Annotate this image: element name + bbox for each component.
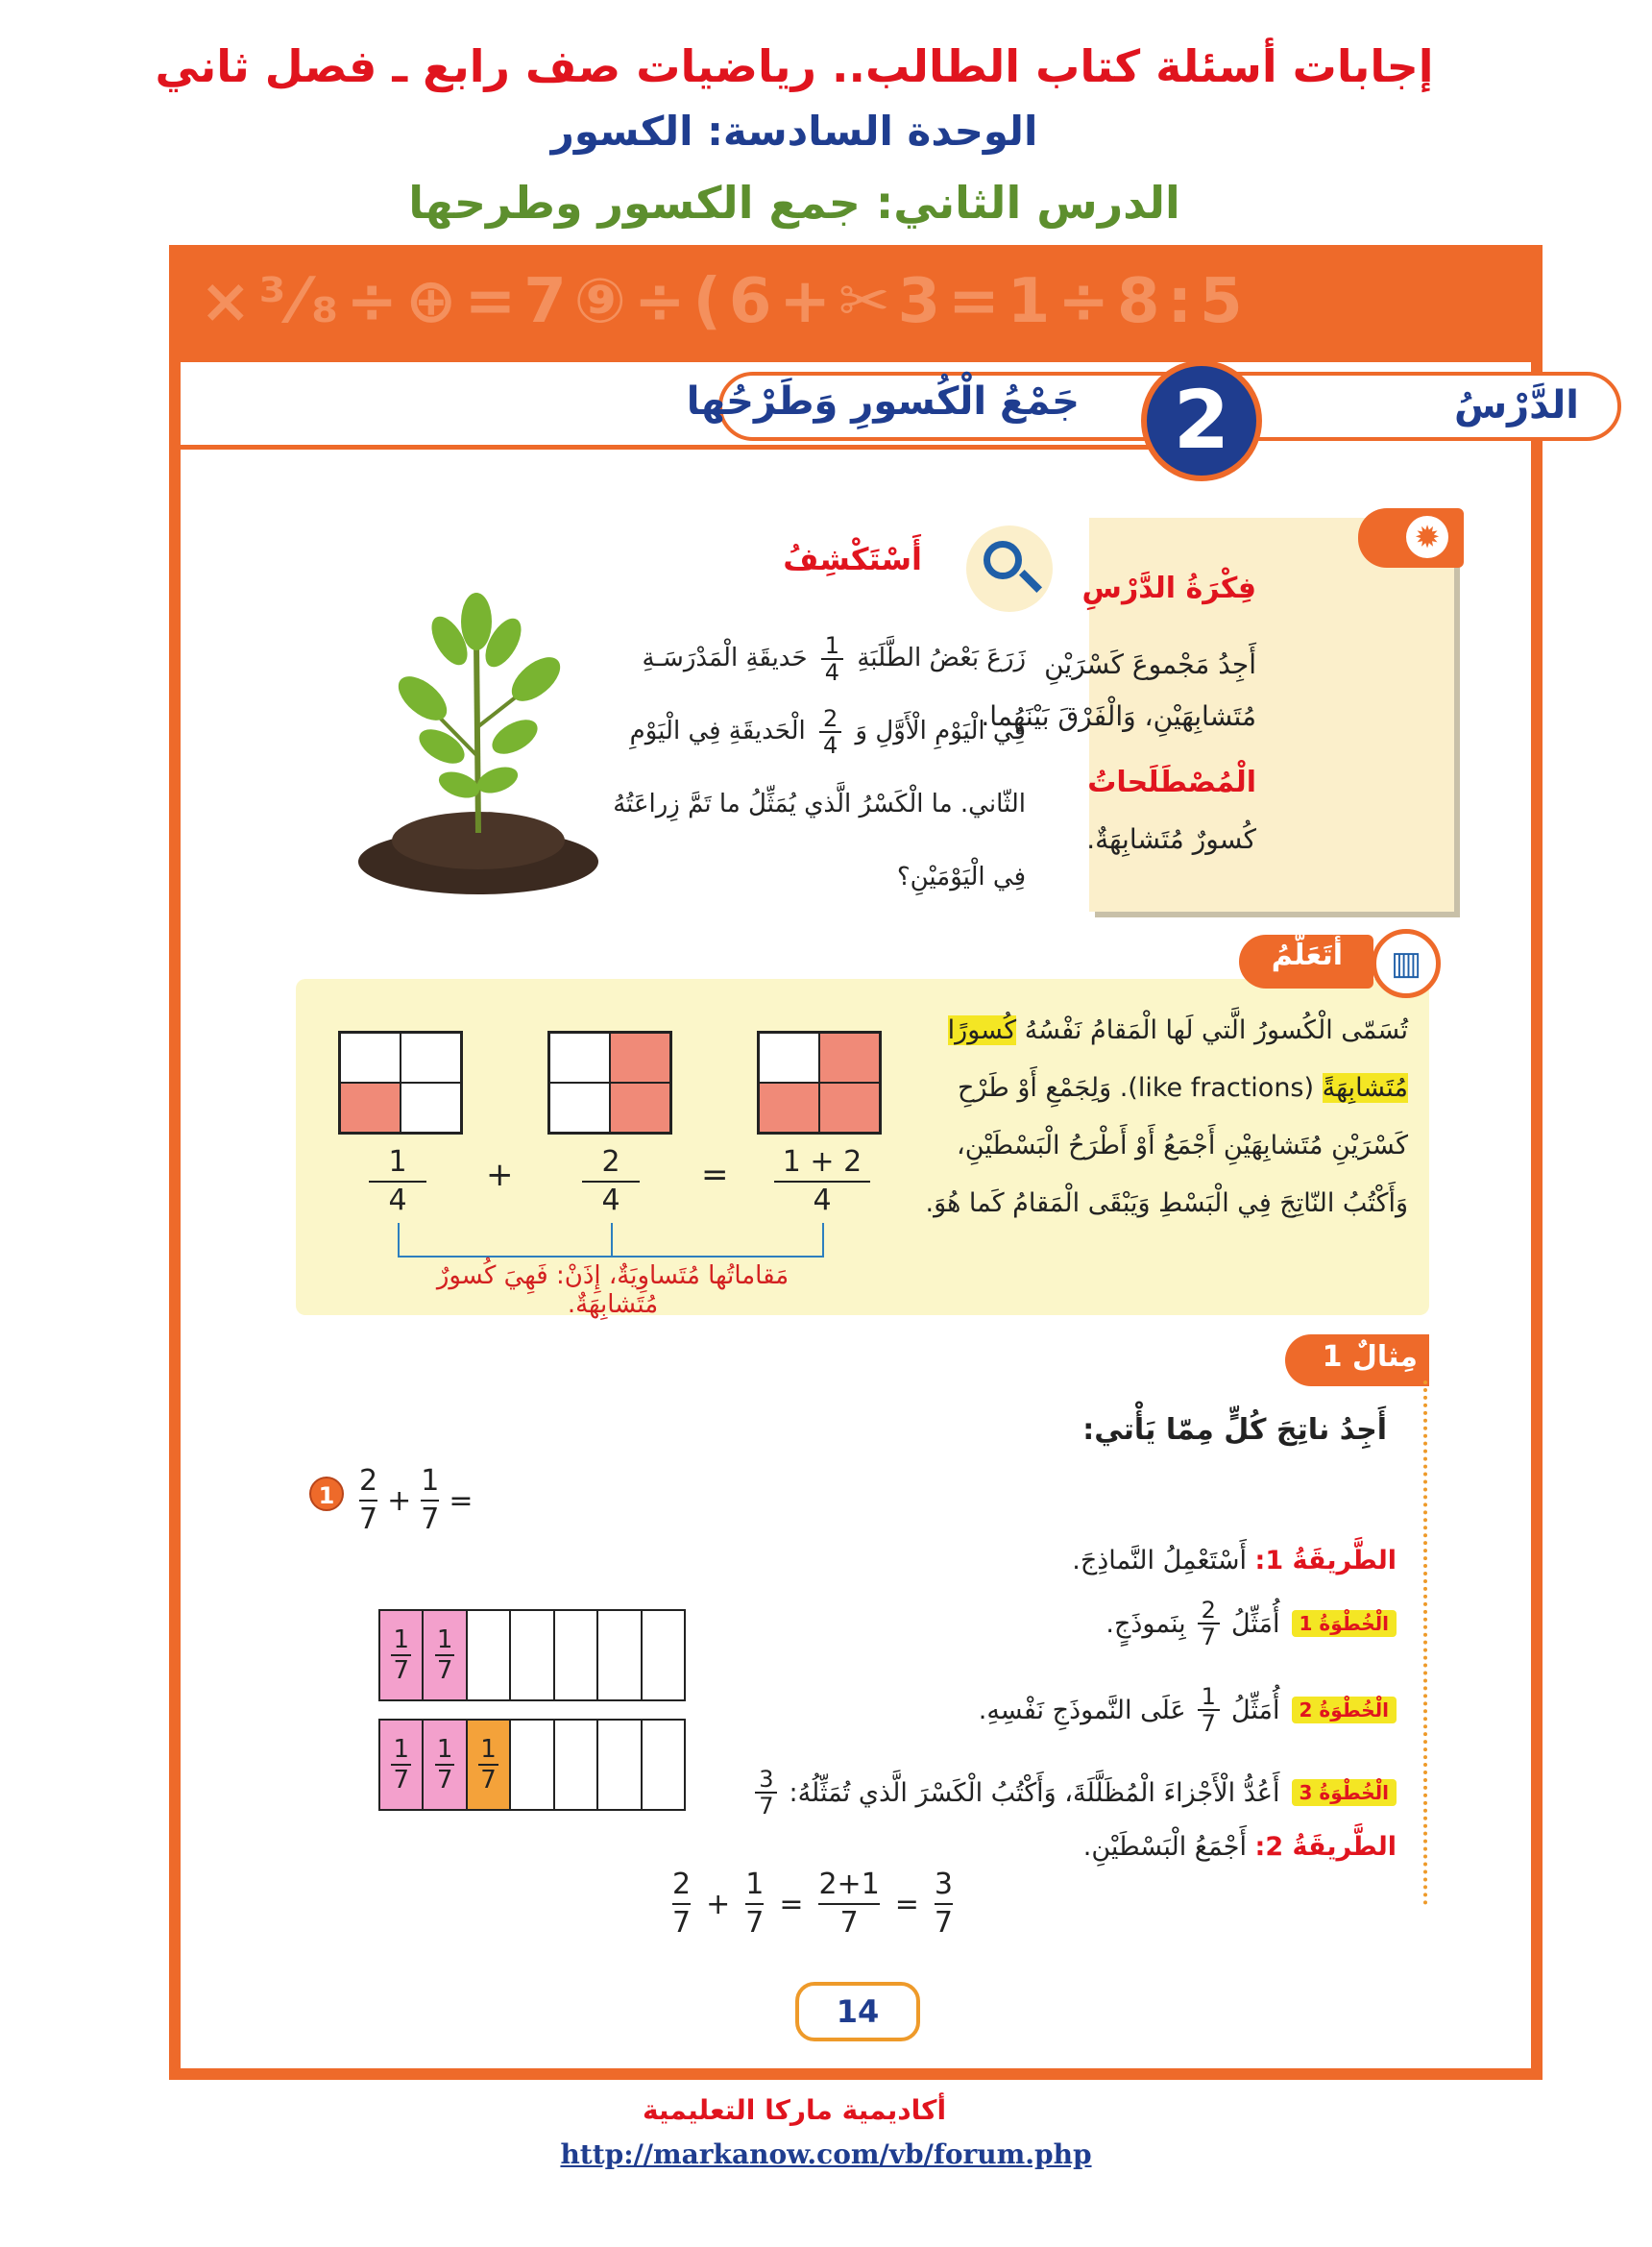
- frac-den: 7: [480, 1766, 497, 1795]
- frac-num: 1: [393, 1625, 409, 1654]
- frac-den: 7: [436, 1766, 453, 1795]
- expr-frac-a: [359, 1463, 377, 1538]
- arrow-up-1: [398, 1223, 400, 1258]
- expr-plus: +: [387, 1483, 412, 1518]
- bar-cell: [596, 1721, 640, 1809]
- frac-den: 7: [359, 1502, 378, 1536]
- cell: [401, 1033, 461, 1083]
- learn-p2: (like fractions). وَلِجَمْعِ أَوْ طَرْحِ كَسْرَيْنِ مُتَشابِهَيْنِ أَجْمَعُ أَوْ أَطْرَحُ الْبَسْطَيْنِ، وَأَكْتُبُ النّاتِجَ فِي الْبَسْطِ وَيَبْقَى الْمَقامُ كَما هُوَ.: [925, 1073, 1408, 1218]
- step-1-text-a: أُمَثِّلُ: [1230, 1608, 1280, 1639]
- learn-note: مَقاماتُها مُتَساوِيَةٌ، إِذَنْ: فَهِيَ كُسورٌ مُتَشابِهَةٌ.: [436, 1261, 790, 1319]
- bar-cell: [553, 1721, 596, 1809]
- lesson-title: جَمْعُ الْكُسورِ وَطَرْحُها: [686, 379, 1080, 424]
- unit-title: الوحدة السادسة: الكسور: [550, 108, 1038, 155]
- step-2-badge: [1292, 1697, 1397, 1723]
- cell-shaded: [759, 1083, 819, 1133]
- cell-shaded: [819, 1033, 880, 1083]
- cell-shaded: [610, 1083, 670, 1133]
- arrow-up-3: [822, 1223, 824, 1258]
- frac-num: 1 + 2: [774, 1144, 870, 1183]
- plant-image: [353, 583, 603, 900]
- learn-plus: +: [486, 1156, 514, 1194]
- frac-den: 7: [745, 1906, 765, 1940]
- frac-den: 7: [421, 1502, 440, 1536]
- page-number: 14: [795, 1982, 920, 2041]
- method-2: [1083, 1832, 1397, 1862]
- step-1-text-b: بِنَموذَجٍ.: [1105, 1608, 1186, 1639]
- bar-model-1: [378, 1609, 686, 1701]
- step-1-badge: [1292, 1610, 1397, 1637]
- frac-num: 3: [935, 1867, 953, 1905]
- frac-num: 1: [436, 1625, 453, 1654]
- step-2: [979, 1684, 1397, 1736]
- learn-equals: =: [701, 1156, 729, 1194]
- method-1: [1072, 1546, 1397, 1575]
- bar-cell-shaded: [380, 1721, 422, 1809]
- frac-den: 7: [1201, 1624, 1216, 1650]
- method-1-label: الطَّريقَةُ 1:: [1254, 1546, 1397, 1575]
- step-no: 3: [1299, 1781, 1313, 1804]
- frac-num: 1: [821, 633, 843, 660]
- frac-den: 7: [436, 1656, 453, 1685]
- final-equals-1: =: [779, 1887, 804, 1921]
- bar-cell-shaded: [380, 1611, 422, 1699]
- cell: [549, 1033, 610, 1083]
- cell-shaded: [340, 1083, 401, 1133]
- learn-highlight: كُسورًا مُتَشابِهَةً: [947, 1015, 1408, 1103]
- explore-t5: الثّاني. ما الْكَسْرُ الَّذي يُمَثِّلُ ما تَمَّ زِراعَتُهُ: [613, 790, 1026, 818]
- bar-cell: [509, 1721, 552, 1809]
- frac-den: 7: [934, 1906, 954, 1940]
- page-banner: [181, 256, 1531, 362]
- learn-text: [889, 1002, 1408, 1233]
- cell: [759, 1033, 819, 1083]
- step-2-text-b: عَلَى النَّموذَجِ نَفْسِهِ.: [978, 1695, 1186, 1725]
- idea-text: أَجِدُ مَجْموعَ كَسْرَيْنِ مُتَشابِهَيْنِ، وَالْفَرْقَ بَيْنَهُما.: [981, 648, 1256, 732]
- frac-den: 4: [388, 1184, 407, 1217]
- learn-fraction-b: [582, 1144, 640, 1219]
- frac-num: 1: [393, 1735, 409, 1764]
- step-label: الْخُطْوَةُ: [1319, 1781, 1389, 1804]
- step-1-fraction: [1198, 1598, 1220, 1649]
- learn-p1: تُسَمّى الْكُسورُ الَّتي لَها الْمَقامُ نَفْسُهُ: [1024, 1015, 1408, 1045]
- method-2-label: الطَّريقَةُ 2:: [1254, 1832, 1397, 1862]
- learn-fraction-a: [369, 1144, 426, 1219]
- example-divider: [1423, 1380, 1427, 1905]
- frac-den: 7: [839, 1906, 859, 1940]
- terms-text: كُسورٌ مُتَشابِهَةٌ.: [1086, 823, 1256, 855]
- step-2-fraction: [1198, 1684, 1220, 1736]
- header-title: إجابات أسئلة كتاب الطالب.. رياضيات صف رابع ـ فصل ثاني: [155, 40, 1434, 92]
- frac-num: 1: [436, 1735, 453, 1764]
- bar-cell-shaded: [422, 1721, 465, 1809]
- step-3-badge: [1292, 1779, 1397, 1806]
- lesson-label: الدَّرْسُ: [1453, 383, 1579, 427]
- example-label: مِثالٌ 1: [1322, 1340, 1418, 1374]
- final-equation: [672, 1867, 953, 1942]
- model-quarter-1: [338, 1031, 463, 1135]
- lesson-heading: الدرس الثاني: جمع الكسور وطرحها: [408, 177, 1180, 229]
- frac-num: 2: [359, 1463, 377, 1502]
- cell: [549, 1083, 610, 1133]
- explore-t2: حَديقَةِ الْمَدْرَسَـةِ: [642, 644, 808, 672]
- cell: [340, 1033, 401, 1083]
- frac-num: 1: [369, 1144, 426, 1183]
- expr-equals: =: [449, 1483, 474, 1518]
- final-equals-2: =: [894, 1887, 919, 1921]
- step-3-text: أَعُدُّ الْأَجْزاءَ الْمُظَلَّلَةَ، وَأَكْتُبُ الْكَسْرَ الَّذي تُمَثِّلُهُ:: [789, 1777, 1280, 1808]
- explore-fraction-1: [821, 633, 843, 685]
- explore-t3: فِي الْيَوْمِ الْأَوَّلِ وَ: [855, 717, 1026, 745]
- expr-frac-b: [421, 1463, 439, 1538]
- learn-label: أَتَعَلَّمُ: [1271, 939, 1343, 972]
- bar-cell: [466, 1611, 509, 1699]
- lesson-number-badge: 2: [1141, 360, 1262, 481]
- frac-num: 1: [480, 1735, 497, 1764]
- explore-t4: الْحَديقَةِ فِي الْيَوْمِ: [629, 717, 806, 745]
- step-3-fraction: [755, 1767, 777, 1819]
- frac-den: 4: [813, 1184, 832, 1217]
- frac-num: 2: [672, 1867, 691, 1905]
- lesson-underline: [181, 445, 1151, 450]
- bar-model-2: [378, 1719, 686, 1811]
- explore-t1: زَرَعَ بَعْضُ الطَّلَبَةِ: [857, 644, 1026, 672]
- example-expression: [359, 1463, 473, 1538]
- explore-heading: أَسْتَكْشِفُ: [783, 541, 922, 577]
- frac-den: 7: [393, 1656, 409, 1685]
- bar-cell-shaded: [422, 1611, 465, 1699]
- bar-cell-added: [466, 1721, 509, 1809]
- model-quarter-2: [547, 1031, 672, 1135]
- final-frac-c: [818, 1867, 879, 1942]
- frac-den: 7: [672, 1906, 692, 1940]
- example-question: أَجِدُ ناتِجَ كُلٍّ مِمّا يَأْتي:: [1082, 1413, 1387, 1447]
- frac-num: 2: [582, 1144, 640, 1183]
- final-frac-b: [745, 1867, 764, 1942]
- explore-t6: فِي الْيَوْمَيْنِ؟: [896, 863, 1026, 891]
- frac-den: 7: [759, 1793, 774, 1820]
- cell-shaded: [610, 1033, 670, 1083]
- bar-cell: [641, 1721, 684, 1809]
- banner-math-symbols: ×³⁄₈÷⊕=7⑨÷(6+✂3=1÷8:5: [200, 266, 1251, 337]
- item-number: 1: [309, 1477, 344, 1511]
- method-1-text: أَسْتَعْمِلُ النَّماذِجَ.: [1072, 1546, 1247, 1575]
- method-2-text: أَجْمَعُ الْبَسْطَيْنِ.: [1082, 1832, 1247, 1862]
- lightbulb-icon: ✹: [1406, 516, 1448, 558]
- learn-fraction-c: [774, 1144, 870, 1219]
- cell-shaded: [819, 1083, 880, 1133]
- step-1: [1105, 1598, 1397, 1649]
- frac-num: 2: [1198, 1598, 1220, 1624]
- model-quarter-3: [757, 1031, 882, 1135]
- step-3: [749, 1767, 1397, 1819]
- arrow-up-2: [611, 1223, 613, 1258]
- cell: [401, 1083, 461, 1133]
- bar-cell: [596, 1611, 640, 1699]
- frac-num: 2+1: [818, 1867, 879, 1905]
- bar-cell: [641, 1611, 684, 1699]
- bar-cell: [509, 1611, 552, 1699]
- explore-fraction-2: [819, 706, 841, 758]
- book-icon: ▥: [1372, 929, 1441, 998]
- frac-num: 3: [755, 1767, 777, 1794]
- frac-den: 7: [1201, 1710, 1216, 1737]
- final-frac-result: [935, 1867, 953, 1942]
- bar-cell: [553, 1611, 596, 1699]
- frac-num: 1: [1198, 1684, 1220, 1711]
- final-plus: +: [706, 1887, 731, 1921]
- frac-den: 4: [824, 658, 840, 686]
- frac-den: 4: [601, 1184, 620, 1217]
- step-label: الْخُطْوَةُ: [1319, 1612, 1389, 1635]
- arrow-baseline: [398, 1256, 824, 1258]
- idea-heading: فِكْرَةُ الدَّرْسِ: [1081, 572, 1256, 605]
- step-no: 1: [1299, 1612, 1313, 1635]
- frac-den: 7: [393, 1766, 409, 1795]
- frac-num: 1: [745, 1867, 764, 1905]
- magnifier-icon: [984, 541, 1022, 579]
- step-2-text-a: أُمَثِّلُ: [1230, 1695, 1280, 1725]
- textbook-page: [169, 245, 1579, 2080]
- frac-den: 4: [822, 731, 838, 759]
- final-frac-a: [672, 1867, 691, 1942]
- frac-num: 1: [421, 1463, 439, 1502]
- terms-heading: الْمُصْطَلَحاتُ: [1087, 766, 1256, 799]
- frac-num: 2: [819, 706, 841, 733]
- step-no: 2: [1299, 1698, 1313, 1722]
- step-label: الْخُطْوَةُ: [1319, 1698, 1389, 1722]
- footer-org: أكاديمية ماركا التعليمية: [642, 2094, 947, 2126]
- footer-link[interactable]: http://markanow.com/vb/forum.php: [560, 2138, 1092, 2170]
